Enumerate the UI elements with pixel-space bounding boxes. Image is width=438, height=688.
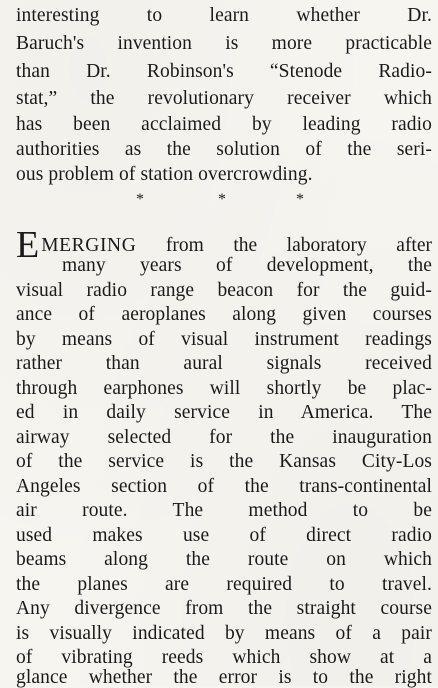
text-line: stat,” the revolutionary receiver which (16, 88, 432, 109)
text-line: is visually indicated by means of a pair (16, 623, 432, 644)
text-line: ance of aeroplanes along given courses (16, 304, 432, 325)
text-line: airway selected for the inauguration (16, 427, 432, 448)
text-line: ed in daily service in America. The (16, 402, 432, 423)
lead-caps: MERGING (41, 235, 137, 256)
text-line: beams along the route on which (16, 549, 432, 570)
text-line: of the service is the Kansas City-Los (16, 451, 432, 472)
text-line: used makes use of direct radio (16, 525, 432, 546)
asterisk-ornament: * (296, 191, 304, 208)
text-line: air route. The method to be (16, 500, 432, 521)
drop-cap: E (16, 224, 40, 266)
text-line: visual radio range beacon for the guid- (16, 280, 432, 301)
text-line: through earphones will shortly be plac- (16, 378, 432, 399)
text-line: by means of visual instrument readings (16, 329, 432, 350)
text-line: authorities as the solution of the seri- (16, 139, 432, 160)
text-line: the planes are required to travel. (16, 574, 432, 595)
asterisk-ornament: * (218, 191, 226, 208)
text-line: Any divergence from the straight course (16, 598, 432, 619)
asterisk-ornament: * (136, 191, 144, 208)
text-line: Baruch's invention is more practicable (16, 33, 432, 54)
text-line: interesting to learn whether Dr. (16, 5, 432, 26)
text-line: than Dr. Robinson's “Stenode Radio- (16, 61, 432, 82)
section-separator (0, 188, 438, 212)
text-line: of vibrating reeds which show at a (16, 647, 432, 668)
text-line: Angeles section of the trans-continental (16, 476, 432, 497)
text-line: many years of development, the (62, 255, 432, 276)
text-line: ous problem of station overcrowding. (16, 164, 313, 185)
text-line: has been acclaimed by leading radio (16, 114, 432, 135)
text-line: glance whether the error is to the right (16, 667, 432, 688)
lead-rest: from the laboratory after (136, 235, 432, 256)
text-line: rather than aural signals received (16, 353, 432, 374)
